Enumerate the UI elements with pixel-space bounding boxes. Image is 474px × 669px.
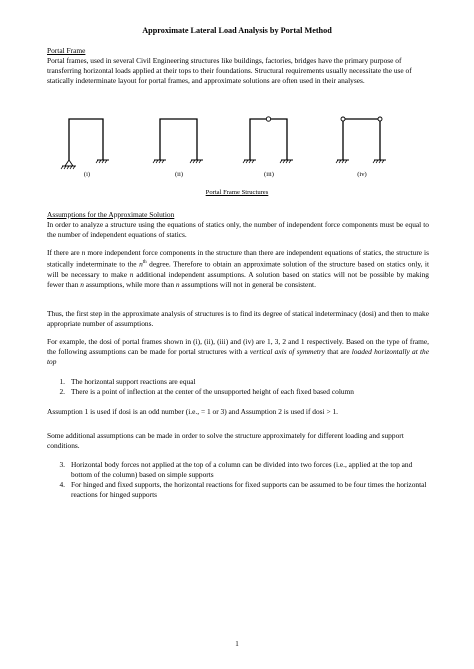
text-run: additional independent assumptions. A solution based on statics will not be possible by making fewer than <box>47 269 429 289</box>
figure-label-i: (i) <box>83 171 91 178</box>
figure-label-ii: (ii) <box>174 171 184 178</box>
portal-frames-diagram <box>47 113 429 181</box>
list-item-text: For hinged and fixed supports, the horizontal reactions for fixed supports can be assumed to be four times the horizontal reactions for hinged supports <box>71 480 427 500</box>
assumption-list-1 <box>47 377 429 397</box>
figure-caption: Portal Frame Structures <box>205 189 269 196</box>
text-run: assumptions will not in general be consistent. <box>179 279 316 289</box>
list-item <box>47 480 429 500</box>
section-heading-assumptions: Assumptions for the Approximate Solution <box>47 210 175 219</box>
italic-phrase: vertical axis of symmetry <box>249 347 326 357</box>
text-run: For example, the dosi of portal frames shown in (i), (ii), (iii) and (iv) are 1, 3, 2 and 1 respectively. Based on the type of frame, the following assumptions can be made for portal structures with a <box>47 337 429 357</box>
portal-frame-paragraph: Portal frames, used in several Civil Engineering structures like buildings, factories, bridges have the primary purpose of transferring horizontal loads applied at their tops to their foundations. Structural requirements usually necessitate the use of statically indeterminate layout for portal frames, and approximate solutions are often used in their analyses. <box>47 56 412 86</box>
text-run: assumptions, while more than <box>83 279 176 289</box>
assumptions-paragraph-6: Some additional assumptions can be made in order to solve the structure approximately for different loading and support conditions. <box>47 431 404 451</box>
portal-frame-figure <box>47 113 429 181</box>
frame-i <box>61 119 109 169</box>
italic-n: n <box>175 279 180 289</box>
assumptions-paragraph-5: Assumption 1 is used if dosi is an odd number (i.e., = 1 or 3) and Assumption 2 is used if dosi > 1. <box>47 407 339 416</box>
assumption-list-2 <box>47 460 429 500</box>
italic-n: n <box>80 279 84 289</box>
assumptions-paragraph-2 <box>47 248 429 290</box>
assumptions-paragraph-1: In order to analyze a structure using the equations of statics only, the number of independent force components must be equal to the number of independent equations of statics. <box>47 220 429 240</box>
section-heading-portal-frame: Portal Frame <box>47 46 86 55</box>
assumptions-paragraph-4 <box>47 337 429 367</box>
figure-label-iii: (iii) <box>264 171 274 178</box>
text-run: degree. Therefore to obtain an approximate solution of the structure based on statics only, it will be necessary to make <box>47 259 429 279</box>
list-item <box>47 460 429 480</box>
text-run: that are <box>325 347 352 357</box>
text-run: more independent force components in the structure than there are independent equations of statics, the structure is statically indeterminate to the <box>47 248 429 269</box>
page-title: Approximate Lateral Load Analysis by Portal Method <box>142 26 332 35</box>
italic-n: n <box>81 248 86 257</box>
superscript-th: th <box>142 260 147 266</box>
list-item-number: 4. <box>59 480 65 490</box>
list-item-number: 1. <box>59 377 65 386</box>
italic-phrase: loaded horizontally at the top <box>47 347 429 367</box>
text-run: If there are <box>47 248 82 257</box>
list-item-number: 3. <box>59 460 65 469</box>
page-number: 1 <box>235 640 239 648</box>
figure-label-iv: (iv) <box>357 171 367 178</box>
list-item-text: Horizontal body forces not applied at the top of a column can be divided into two forces (i.e., applied at the top and bottom of the column) based on simple supports <box>71 460 413 480</box>
list-item-text: The horizontal support reactions are equal <box>71 377 196 386</box>
list-item <box>47 387 429 397</box>
list-item-number: 2. <box>59 387 65 397</box>
italic-n: n <box>139 259 143 269</box>
assumptions-paragraph-3: Thus, the first step in the approximate analysis of structures is to find its degree of statical indeterminacy (dosi) and then to make appropriate number of assumptions. <box>47 309 429 329</box>
italic-n: n <box>129 269 134 279</box>
list-item <box>47 377 429 387</box>
list-item-text: There is a point of inflection at the center of the unsupported height of each fixed based column <box>71 387 355 397</box>
frame-iii <box>243 117 293 163</box>
frame-ii <box>153 119 203 163</box>
frame-iv <box>336 117 386 163</box>
